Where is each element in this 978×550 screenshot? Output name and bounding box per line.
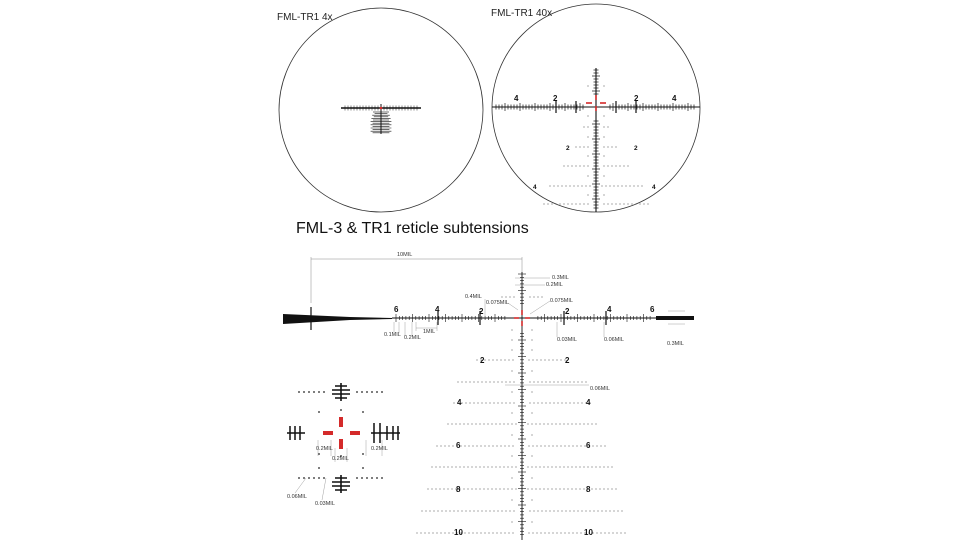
sub-h-num-right-6: 6 [650, 305, 655, 314]
hp-num-h-left-inner: 2 [553, 94, 558, 103]
label-0.2mil-bottom: 0.2MIL [404, 335, 421, 341]
detail-label-0.2mil-right: 0.2MIL [371, 446, 388, 452]
label-0.1mil: 0.1MIL [384, 332, 401, 338]
detail-holdover-dot [303, 477, 305, 479]
sub-v-num-right-4: 4 [586, 398, 591, 407]
detail-holdover-dot [323, 391, 325, 393]
detail-holdover-dot [381, 477, 383, 479]
label-0.3mil-top: 0.3MIL [552, 275, 569, 281]
hp-num-h-right-outer: 4 [672, 94, 677, 103]
sub-v-num-left-6: 6 [456, 441, 461, 450]
detail-holdover-dot [361, 391, 363, 393]
detail-holdover-dot [303, 391, 305, 393]
detail-holdover-dot [313, 391, 315, 393]
label-0.3mil-right: 0.3MIL [667, 341, 684, 347]
label-0.075mil-right: 0.075MIL [550, 298, 573, 304]
detail-holdover-dot [318, 391, 320, 393]
detail-holdover-dot [362, 467, 364, 469]
sub-v-num-left-2: 2 [480, 356, 485, 365]
detail-holdover-dot [356, 391, 358, 393]
low-power-label: FML-TR1 4x [277, 12, 333, 23]
detail-label-0.06mil: 0.06MIL [287, 494, 307, 500]
label-0.075mil-left: 0.075MIL [486, 300, 509, 306]
detail-label-0.2mil-center: 0.2MIL [332, 456, 349, 462]
sub-v-num-right-8: 8 [586, 485, 591, 494]
hp-num-h-right-inner: 2 [634, 94, 639, 103]
label-0.06mil-h: 0.06MIL [604, 337, 624, 343]
detail-holdover-dot [381, 391, 383, 393]
detail-label-0.2mil-left: 0.2MIL [316, 446, 333, 452]
detail-holdover-dot [308, 477, 310, 479]
detail-holdover-dot [323, 477, 325, 479]
detail-callouts [287, 440, 388, 507]
label-0.06mil-v: 0.06MIL [590, 386, 610, 392]
sub-h-num-left-4: 4 [435, 305, 440, 314]
sub-v-num-right-6: 6 [586, 441, 591, 450]
detail-label-0.03mil: 0.03MIL [315, 501, 335, 507]
detail-holdover-dot [318, 467, 320, 469]
sub-h-num-left-2: 2 [479, 307, 484, 316]
label-0.03mil: 0.03MIL [557, 337, 577, 343]
hp-num-v-right-4: 4 [652, 184, 656, 191]
detail-holdover-dot [376, 391, 378, 393]
hp-num-v-left-4: 4 [533, 184, 537, 191]
label-0.4mil: 0.4MIL [465, 294, 482, 300]
label-0.2mil-top: 0.2MIL [546, 282, 563, 288]
sub-v-num-left-4: 4 [457, 398, 462, 407]
detail-holdover-dot [366, 477, 368, 479]
high-power-label: FML-TR1 40x [491, 8, 553, 19]
sub-h-num-right-4: 4 [607, 305, 612, 314]
hp-num-v-right-2: 2 [634, 145, 638, 152]
detail-holdover-dot [298, 477, 300, 479]
label-1mil: 1MIL [423, 329, 436, 335]
sub-v-num-right-10: 10 [584, 528, 593, 537]
hp-num-v-left-2: 2 [566, 145, 570, 152]
detail-holdover-dot [308, 391, 310, 393]
detail-holdover-dot [361, 477, 363, 479]
detail-holdover-dot [313, 477, 315, 479]
detail-holdover-dot [318, 411, 320, 413]
detail-holdover-dot [371, 391, 373, 393]
span-label: 10MIL [397, 252, 413, 258]
detail-center-mark [323, 417, 360, 449]
sub-v-num-left-10: 10 [454, 528, 463, 537]
detail-holdover-dot [371, 477, 373, 479]
detail-holdover-dot [318, 453, 320, 455]
sub-v-num-left-8: 8 [456, 485, 461, 494]
sub-h-num-left-6: 6 [394, 305, 399, 314]
detail-holdover-dot [298, 391, 300, 393]
detail-holdover-dot [366, 391, 368, 393]
detail-holdover-dot [340, 409, 342, 411]
hp-num-h-left-outer: 4 [514, 94, 519, 103]
detail-holdover-dot [356, 477, 358, 479]
sub-h-num-right-2: 2 [565, 307, 570, 316]
detail-holdover-dot [362, 453, 364, 455]
detail-holdover-dot [376, 477, 378, 479]
sub-v-num-right-2: 2 [565, 356, 570, 365]
detail-holdover-dot [318, 477, 320, 479]
detail-holdover-dot [362, 411, 364, 413]
subtension-title: FML-3 & TR1 reticle subtensions [296, 220, 529, 237]
